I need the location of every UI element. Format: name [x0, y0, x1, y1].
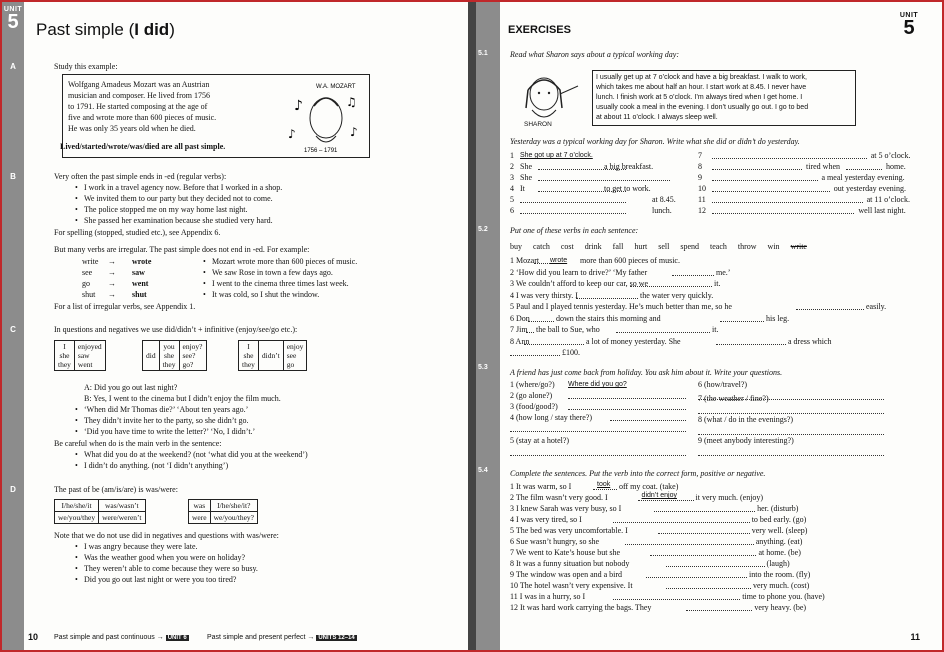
ex1-answer-blank[interactable] — [712, 184, 830, 192]
verb-option: fall — [612, 242, 624, 251]
exercise-5-4-number: 5.4 — [478, 467, 488, 474]
cross-reference-1[interactable]: Past simple and past continuous → UNIT 6 — [54, 634, 187, 641]
ex1-item-number: 4 — [510, 184, 514, 193]
arrow-icon: → — [108, 290, 116, 299]
section-a-label: A — [10, 62, 16, 71]
ex1-item-ending: a meal yesterday evening. — [821, 173, 905, 182]
ex1-handwritten-answer: She got up at 7 o’clock. — [520, 152, 593, 159]
ex3-prompt: 6 (how/travel?) — [698, 380, 748, 389]
ex1-item-subject: She — [520, 173, 532, 182]
verb-option: teach — [710, 242, 727, 251]
ex4-answer-blank[interactable] — [650, 548, 757, 556]
ex2-item-text: 4 I was very thirsty. I — [510, 290, 578, 300]
page-title: Past simple (I did) — [36, 20, 175, 39]
ex1-item-number: 5 — [510, 195, 514, 204]
c-careful: Be careful when do is the main verb in the sentence: — [54, 439, 222, 448]
speech-line-3: lunch. I finish work at 5 o’clock. I’m always tired when I get home. I — [596, 94, 803, 101]
verb-past: shut — [132, 290, 147, 299]
ex1-item-ending: a big breakfast. — [604, 162, 654, 171]
ex1-item-ending: at 5 o’clock. — [870, 151, 911, 160]
ex4-item-start: 2 The film wasn’t very good. I — [510, 493, 608, 502]
exercises-heading: EXERCISES — [508, 24, 571, 36]
ex2-item-text: a lot of money yesterday. She — [586, 336, 681, 346]
ex4-item-end: very heavy. (be) — [754, 603, 807, 612]
ex4-answer-blank[interactable] — [613, 592, 740, 600]
verb-option: cost — [560, 242, 574, 251]
music-note-icon: ♪ — [294, 98, 303, 114]
ex2-item-text: 8 Ann — [510, 336, 530, 346]
ex2-item-text: it. — [714, 279, 721, 288]
ex4-item-end: at home. (be) — [758, 548, 801, 557]
portrait-years: 1756 – 1791 — [304, 148, 338, 154]
arrow-icon: → — [108, 268, 116, 277]
verb-base: write — [82, 257, 99, 266]
page-number-right: 11 — [910, 632, 920, 642]
ex1-item-ending: at 11 o’clock. — [866, 195, 911, 204]
ex2-item-text: a dress which — [788, 336, 832, 346]
ex1-answer-blank[interactable] — [520, 195, 626, 203]
ex4-item-start: 4 I was very tired, so I — [510, 515, 582, 524]
cross-reference-2[interactable]: Past simple and present perfect → UNITS 12–14 — [207, 634, 355, 641]
ex4-answer-blank[interactable] — [638, 493, 694, 501]
negative-table: I she they didn’t enjoy see go — [238, 340, 307, 371]
ex4-item-start: 9 The window was open and a bird — [510, 570, 623, 579]
ex1-answer-blank[interactable] — [712, 195, 863, 203]
d-intro: The past of be (am/is/are) is was/were: — [54, 485, 178, 494]
ex1-answer-blank[interactable] — [712, 206, 854, 214]
ex4-item-end: anything. (eat) — [755, 537, 803, 546]
right-margin-strip — [476, 2, 500, 650]
ex3-prompt: 9 (meet anybody interesting?) — [698, 436, 794, 445]
ex4-item-end: time to phone you. (have) — [742, 592, 825, 601]
verb-option: catch — [533, 242, 550, 251]
verb-base: go — [82, 279, 90, 288]
ex1-item-number: 8 — [698, 162, 702, 171]
music-note-icon: ♫ — [346, 95, 357, 109]
exercise-5-2-number: 5.2 — [478, 226, 488, 233]
c-dialog-a: A: Did you go out last night? — [84, 383, 178, 392]
box-line-1: Wolfgang Amadeus Mozart was an Austrian — [68, 80, 210, 89]
ex4-handwritten-answer: didn’t enjoy — [641, 492, 677, 499]
irregular-example-1: • Mozart wrote more than 600 pieces of music. — [212, 257, 357, 268]
ex2-item-text: 2 ‘How did you learn to drive?’ ‘My father — [510, 267, 648, 277]
ex2-item-text: down the stairs this morning and — [556, 313, 661, 323]
ex3-prompt: 7 (the weather / fine?) — [698, 394, 769, 403]
verb-option: hurt — [634, 242, 648, 251]
speech-line-4: usually cook a meal in the evening. I don’t usually go out. I go to bed — [596, 104, 809, 111]
ex3-prompt: 4 (how long / stay there?) — [510, 413, 592, 422]
ex1-item-number: 7 — [698, 151, 702, 160]
ex1-item-number: 1 — [510, 151, 514, 160]
ex4-item-end: very much. (cost) — [753, 581, 810, 590]
c-bullet-1: • ‘When did Mr Thomas die?’ ‘About ten years ago.’ — [84, 405, 248, 416]
b-intro: Very often the past simple ends in -ed (regular verbs): — [54, 172, 227, 181]
irregular-example-3: • I went to the cinema three times last week. — [212, 279, 349, 290]
mozart-portrait — [286, 76, 366, 156]
box-line-2: musician and composer. He lived from 1756 — [68, 91, 210, 100]
ex4-item-end: it very much. (enjoy) — [695, 493, 764, 502]
ex4-answer-blank[interactable] — [654, 504, 755, 512]
ex3-answer-blank[interactable] — [698, 448, 884, 456]
page-number: 10 — [28, 632, 39, 642]
ex1-item-number: 6 — [510, 206, 514, 215]
verb-option: spend — [680, 242, 699, 251]
ex2-answer-blank[interactable] — [510, 348, 560, 356]
ex1-answer-blank[interactable] — [538, 173, 670, 181]
b-spelling: For spelling (stopped, studied etc.), see Appendix 6. — [54, 228, 221, 237]
ex4-item-end: off my coat. (take) — [619, 482, 679, 491]
c-dialog-b: B: Yes, I went to the cinema but I didn’t enjoy the film much. — [84, 394, 281, 403]
ex1-item-number: 2 — [510, 162, 514, 171]
ex3-handwritten-answer: Where did you go? — [568, 381, 627, 388]
c-intro: In questions and negatives we use did/didn’t + infinitive (enjoy/see/go etc.): — [54, 325, 298, 334]
ex2-item-text: it. — [712, 325, 719, 334]
ex2-instruction: Put one of these verbs in each sentence: — [510, 226, 639, 235]
speech-line-1: I usually get up at 7 o’clock and have a big breakfast. I walk to work, — [596, 74, 807, 81]
ex3-answer-blank[interactable] — [698, 406, 884, 414]
d-note: Note that we do not use did in negatives and questions with was/were: — [54, 531, 279, 540]
ex1-instruction-2: Yesterday was a typical working day for Sharon. Write what she did or didn’t do yesterday. — [510, 137, 800, 146]
verb-past: went — [132, 279, 149, 288]
ex2-item-text: his leg. — [766, 313, 790, 323]
ex3-prompt: 8 (what / do in the evenings?) — [698, 415, 794, 424]
ex3-answer-blank[interactable] — [510, 448, 686, 456]
verb-option: sell — [658, 242, 670, 251]
box-line-4: five and wrote more than 600 pieces of music. — [68, 113, 217, 122]
ex4-item-start: 7 We went to Kate’s house but she — [510, 548, 621, 557]
speech-line-5: at about 11 o’clock. I always sleep well. — [596, 114, 718, 121]
ex2-item-text: 5 Paul and I played tennis yesterday. He’s much better than me, so he — [510, 302, 732, 311]
ex4-item-end: her. (disturb) — [757, 504, 799, 513]
irregular-example-4: • It was cold, so I shut the window. — [212, 290, 319, 301]
portrait-name: W.A. MOZART — [316, 84, 356, 90]
ex2-answer-blank[interactable] — [524, 337, 584, 345]
ex3-prompt: 1 (where/go?) — [510, 380, 555, 389]
ex1-item-ending: home. — [886, 162, 906, 171]
ex2-answer-blank[interactable] — [616, 325, 710, 333]
verb-option: write — [790, 242, 807, 251]
c-careful-2: • I didn’t do anything. (not ‘I didn’t anything’) — [84, 461, 228, 472]
verb-option: drink — [584, 242, 602, 251]
ex2-answer-blank[interactable] — [528, 314, 554, 322]
c-bullet-2: • They didn’t invite her to the party, so she didn’t go. — [84, 416, 249, 427]
ex1-answer-blank[interactable] — [712, 173, 818, 181]
arrow-icon: → — [108, 279, 116, 288]
ex1-item-ending: at 8.45. — [652, 195, 676, 204]
ex1-item-ending: lunch. — [652, 206, 672, 215]
ex2-answer-blank[interactable] — [796, 302, 864, 310]
ex1-answer-blank[interactable] — [712, 162, 802, 170]
ex2-answer-blank[interactable] — [526, 325, 534, 333]
section-c-label: C — [10, 325, 16, 334]
ex1-item-number: 9 — [698, 173, 702, 182]
ex3-answer-blank[interactable] — [510, 424, 686, 432]
ex2-item-text: the water very quickly. — [640, 290, 714, 300]
d-bullet-4: • Did you go out last night or were you too tired? — [84, 575, 236, 586]
box-line-5: He was only 35 years old when he died. — [68, 124, 196, 133]
ex4-item-start: 5 The bed was very uncomfortable. I — [510, 526, 628, 535]
ex4-item-start: 12 It was hard work carrying the bags. They — [510, 603, 652, 612]
b-bullet-1: • I work in a travel agency now. Before that I worked in a shop. — [84, 183, 282, 194]
ex2-item-text: me.’ — [716, 267, 731, 277]
ex4-handwritten-answer: took — [597, 481, 611, 488]
irregular-example-2: • We saw Rose in town a few days ago. — [212, 268, 333, 279]
book-spine — [468, 2, 476, 650]
ex4-answer-blank[interactable] — [613, 515, 749, 523]
verb-option: throw — [737, 242, 757, 251]
c-careful-1: • What did you do at the weekend? (not ‘what did you at the weekend’) — [84, 450, 308, 461]
b-bullet-4: • She passed her examination because she studied very hard. — [84, 216, 273, 227]
ex4-item-end: (laugh) — [766, 559, 790, 568]
verb-box — [510, 242, 818, 253]
ex4-item-end: very well. (sleep) — [751, 526, 808, 535]
verb-base: shut — [82, 290, 96, 299]
ex3-instruction: A friend has just come back from holiday. You ask him about it. Write your questions. — [510, 368, 783, 377]
ex3-prompt: 2 (go alone?) — [510, 391, 553, 400]
ex3-prompt: 5 (stay at a hotel?) — [510, 436, 570, 445]
arrow-icon: → — [108, 257, 116, 266]
b-irregular: But many verbs are irregular. The past simple does not end in -ed. For example: — [54, 245, 310, 254]
ex4-item-start: 3 I knew Sarah was very busy, so I — [510, 504, 622, 513]
ex1-item-subject: She — [520, 162, 532, 171]
positive-table: I she they enjoyed saw went — [54, 340, 106, 371]
verb-past: wrote — [132, 257, 152, 266]
c-bullet-3: • ‘Did you have time to write the letter?’ ‘No, I didn’t.’ — [84, 427, 255, 438]
ex1-item-subject: It — [520, 184, 525, 193]
ex1-item-ending: tired when — [806, 162, 840, 171]
verb-option: win — [767, 242, 780, 251]
section-d-label: D — [10, 485, 16, 494]
ex2-answer-blank[interactable] — [716, 337, 786, 345]
ex1-answer-blank[interactable] — [520, 206, 626, 214]
ex4-item-start: 1 It was warm, so I — [510, 482, 572, 491]
ex3-answer-blank[interactable] — [568, 391, 686, 399]
ex2-item-text: 6 Don — [510, 313, 530, 323]
b-bullet-2: • We invited them to our party but they decided not to come. — [84, 194, 273, 205]
ex4-answer-blank[interactable] — [686, 603, 752, 611]
ex4-item-start: 11 I was in a hurry, so I — [510, 592, 586, 601]
ex4-answer-blank[interactable] — [625, 537, 753, 545]
ex2-item-text: the ball to Sue, who — [536, 325, 600, 334]
ex3-answer-blank[interactable] — [610, 413, 686, 421]
ex1-item-number: 3 — [510, 173, 514, 182]
ex3-prompt: 3 (food/good?) — [510, 402, 558, 411]
ex1-item-ending: well last night. — [858, 206, 906, 215]
unit-badge-right: UNIT 5 — [899, 12, 919, 39]
ex2-item-text: 7 Jim — [510, 325, 528, 334]
d-bullet-3: • They weren’t able to come because they were so busy. — [84, 564, 258, 575]
ex4-item-end: into the room. (fly) — [749, 570, 811, 579]
ex4-instruction: Complete the sentences. Put the verb into the correct form, positive or negative. — [510, 469, 766, 478]
ex4-answer-blank[interactable] — [593, 482, 617, 490]
ex2-item-text: £100. — [562, 348, 580, 357]
b-list: For a list of irregular verbs, see Appendix 1. — [54, 302, 196, 311]
ex1-answer-blank[interactable] — [712, 151, 867, 159]
be-question-table: was I/he/she/it? were we/you/they? — [188, 499, 258, 524]
ex2-item-text: 1 Mozart — [510, 256, 540, 265]
ex2-answer-blank[interactable] — [630, 279, 712, 287]
ex1-instruction: Read what Sharon says about a typical working day: — [510, 50, 680, 59]
verb-base: see — [82, 268, 93, 277]
unit-badge: UNIT 5 — [3, 6, 23, 33]
ex2-item-text: 3 We couldn’t afford to keep our car, so we — [510, 279, 649, 288]
ex2-item-text: more than 600 pieces of music. — [580, 256, 680, 265]
ex2-answer-blank[interactable] — [672, 268, 714, 276]
ex2-item-text: easily. — [866, 302, 887, 311]
ex4-answer-blank[interactable] — [666, 559, 765, 567]
music-note-icon: ♪ — [350, 125, 358, 139]
d-bullet-2: • Was the weather good when you were on holiday? — [84, 553, 245, 564]
b-bullet-3: • The police stopped me on my way home last night. — [84, 205, 248, 216]
box-note: Lived/started/wrote/was/died are all past simple. — [60, 142, 226, 151]
ex1-item-number: 11 — [698, 195, 706, 204]
ex1-item-number: 10 — [698, 184, 706, 193]
ex1-item-ending: out yesterday evening. — [833, 184, 906, 193]
ex4-item-start: 6 Sue wasn’t hungry, so she — [510, 537, 600, 546]
question-table: did you she they enjoy? see? go? — [142, 340, 207, 371]
ex3-answer-blank[interactable] — [568, 402, 686, 410]
exercise-5-1-number: 5.1 — [478, 50, 488, 57]
ex2-answer-blank[interactable] — [534, 256, 550, 264]
ex2-handwritten-answer: wrote — [550, 257, 568, 264]
ex1-answer-blank[interactable] — [846, 162, 882, 170]
ex4-item-end: to bed early. (go) — [751, 515, 807, 524]
ex4-answer-blank[interactable] — [658, 526, 750, 534]
ex2-answer-blank[interactable] — [576, 291, 638, 299]
ex3-answer-blank[interactable] — [698, 427, 884, 435]
section-b-label: B — [10, 172, 16, 181]
left-page — [2, 2, 468, 650]
d-bullet-1: • I was angry because they were late. — [84, 542, 198, 553]
right-page — [476, 2, 942, 650]
ex4-item-start: 8 It was a funny situation but nobody — [510, 559, 630, 568]
sharon-label: SHARON — [524, 121, 552, 128]
speech-line-2: which takes me about half an hour. I start work at 8.45. I never have — [596, 84, 807, 91]
ex4-answer-blank[interactable] — [646, 570, 747, 578]
ex4-item-start: 10 The hotel wasn’t very expensive. It — [510, 581, 633, 590]
exercise-5-3-number: 5.3 — [478, 364, 488, 371]
box-line-3: to 1791. He started composing at the age of — [68, 102, 208, 111]
be-statement-table: I/he/she/it was/wasn’t we/you/they were/weren’t — [54, 499, 146, 524]
ex1-item-ending: to get to work. — [604, 184, 651, 193]
music-note-icon: ♪ — [288, 127, 296, 141]
ex4-answer-blank[interactable] — [666, 581, 751, 589]
ex2-answer-blank[interactable] — [720, 314, 764, 322]
verb-past: saw — [132, 268, 145, 277]
ex1-item-number: 12 — [698, 206, 706, 215]
a-intro: Study this example: — [54, 62, 118, 71]
verb-option: buy — [510, 242, 522, 251]
